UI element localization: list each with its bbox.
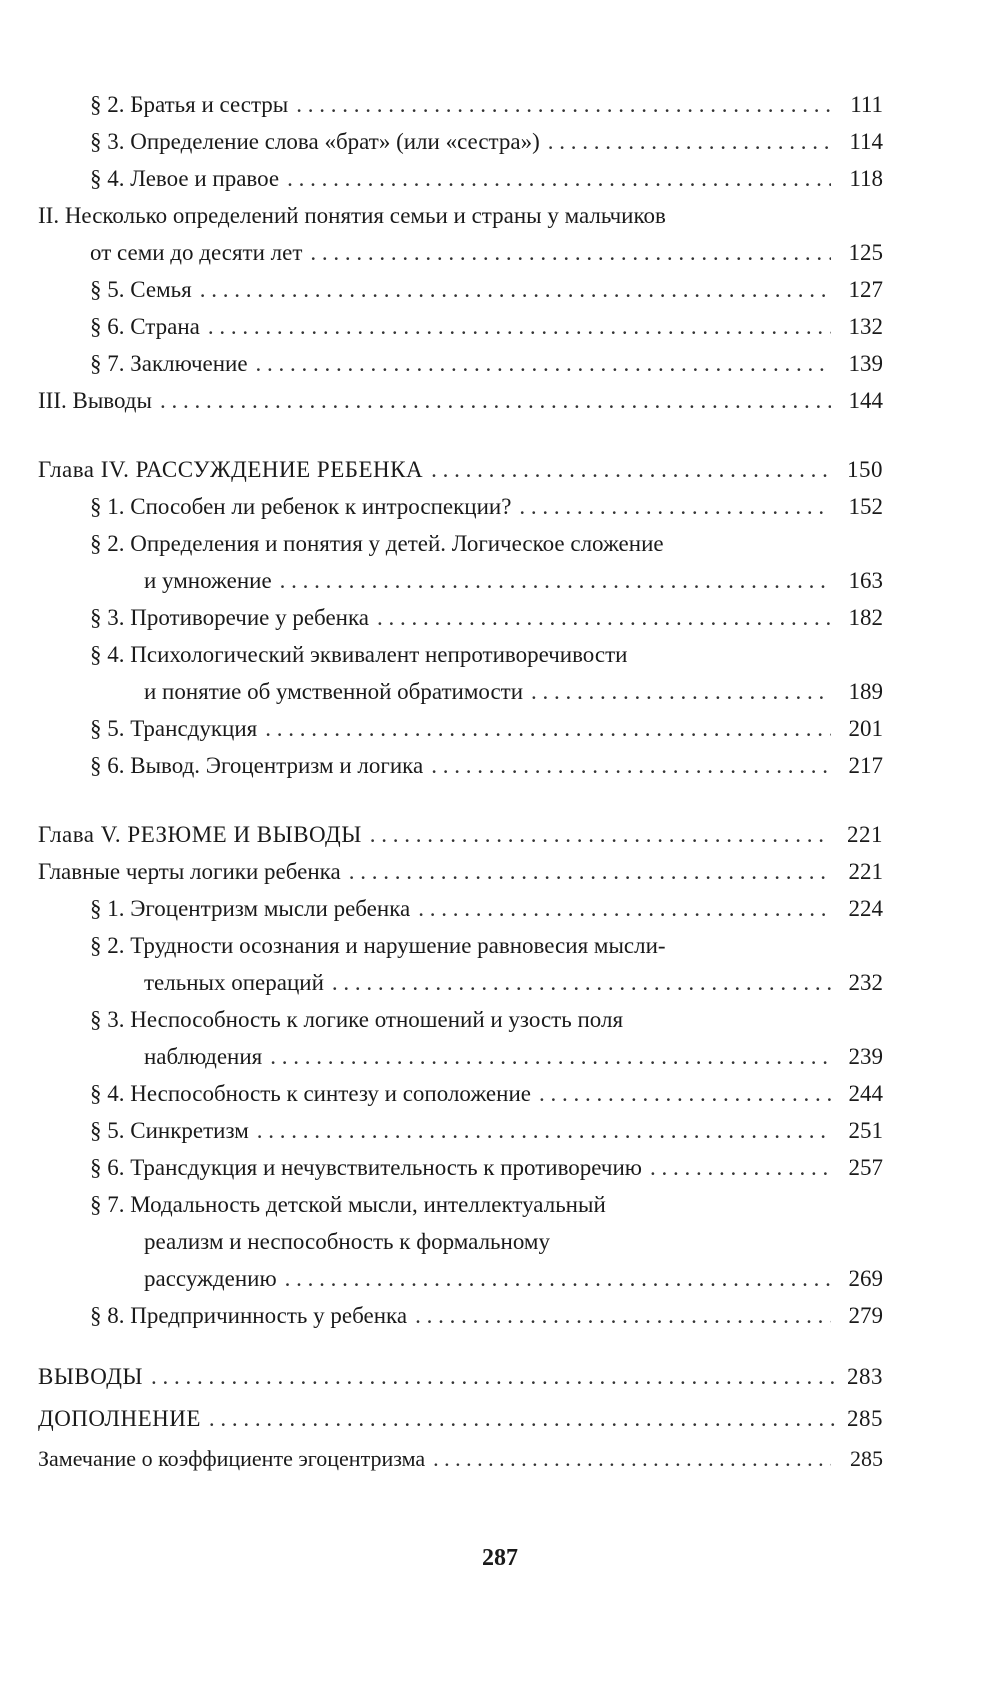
toc-entry-page: 144 [848, 388, 883, 413]
dot-leader [208, 308, 831, 345]
toc-entry-title: рассуждению [144, 1266, 277, 1291]
toc-entry-page: 111 [850, 92, 883, 117]
toc-entry[interactable] [38, 86, 883, 123]
toc-entry-title: § 4. Левое и правое [90, 166, 280, 191]
dot-leader [431, 747, 831, 784]
toc-entry-page: 239 [848, 1044, 883, 1069]
dot-leader [539, 1075, 831, 1112]
dot-leader [200, 271, 831, 308]
toc-entry-line[interactable]: II. Несколько определений понятия семьи и страны у мальчиков [38, 203, 666, 228]
toc-entry-title: от семи до десяти лет [90, 240, 303, 265]
dot-leader [418, 890, 831, 927]
toc-entry-page: 201 [848, 716, 883, 741]
toc-entry-page: 224 [848, 896, 883, 921]
toc-entry-page: 182 [848, 605, 883, 630]
toc-entry-page: 257 [848, 1155, 883, 1180]
toc-entry-page: 244 [848, 1081, 883, 1106]
toc-entry[interactable] [38, 345, 883, 382]
toc-entry-title: Главные черты логики ребенка [38, 859, 341, 884]
toc-entry-page: 114 [849, 129, 883, 154]
dot-leader [548, 123, 831, 160]
toc-entry[interactable] [38, 673, 883, 710]
toc-chapter[interactable] [38, 451, 883, 488]
toc-entry-title: § 6. Трансдукция и нечувствительность к противоречию [90, 1155, 642, 1180]
spacer [38, 1334, 883, 1356]
toc-chapter[interactable] [38, 1356, 883, 1398]
toc-entry-page: 285 [850, 1446, 883, 1471]
toc-entry-line[interactable]: реализм и неспособность к формальному [144, 1229, 550, 1254]
dot-leader [209, 1398, 837, 1440]
dot-leader [296, 86, 831, 123]
toc-chapter[interactable] [38, 816, 883, 853]
toc-entry[interactable] [38, 562, 883, 599]
toc-entry-title: § 3. Определение слова «брат» (или «сестра») [90, 129, 540, 154]
toc-entry-title: § 5. Синкретизм [90, 1118, 249, 1143]
toc-entry-title: § 7. Заключение [90, 351, 248, 376]
dot-leader [415, 1297, 831, 1334]
toc-entry[interactable] [38, 382, 883, 419]
toc-chapter-title: Глава IV. РАССУЖДЕНИЕ РЕБЕНКА [38, 457, 424, 482]
toc-entry-title: и умножение [144, 568, 272, 593]
toc-entry-line[interactable]: § 7. Модальность детской мысли, интеллектуальный [90, 1192, 606, 1217]
toc-entry-line[interactable]: § 2. Трудности осознания и нарушение равновесия мысли- [90, 933, 666, 958]
toc-entry[interactable] [38, 853, 883, 890]
toc-entry-page: 232 [848, 970, 883, 995]
toc-entry-page: 189 [848, 679, 883, 704]
toc-entry-title: § 6. Страна [90, 314, 200, 339]
dot-leader [257, 1112, 831, 1149]
toc-entry-title: Замечание о коэффициенте эгоцентризма [38, 1446, 426, 1471]
toc-chapter-page: 285 [847, 1406, 883, 1431]
toc-entry-title: наблюдения [144, 1044, 263, 1069]
toc-chapter-title: ДОПОЛНЕНИЕ [38, 1406, 201, 1431]
toc-entry[interactable] [38, 1149, 883, 1186]
toc-entry-title: и понятие об умственной обратимости [144, 679, 524, 704]
dot-leader [433, 1440, 831, 1477]
toc-entry-title: III. Выводы [38, 388, 152, 413]
toc-entry[interactable] [38, 747, 883, 784]
toc-entry-title: § 4. Неспособность к синтезу и соположение [90, 1081, 531, 1106]
toc-entry-title: § 6. Вывод. Эгоцентризм и логика [90, 753, 424, 778]
toc-entry[interactable] [38, 271, 883, 308]
toc-entry-page: 139 [848, 351, 883, 376]
toc-entry-title: § 3. Противоречие у ребенка [90, 605, 369, 630]
toc-entry-page: 269 [848, 1266, 883, 1291]
dot-leader [256, 345, 831, 382]
toc-entry-title: § 5. Семья [90, 277, 192, 302]
toc-chapter-page: 283 [847, 1364, 883, 1389]
dot-leader [332, 964, 831, 1001]
dot-leader [519, 488, 831, 525]
toc-chapter[interactable] [38, 1398, 883, 1440]
toc-chapter-page: 150 [847, 457, 883, 482]
toc-chapter-title: ВЫВОДЫ [38, 1364, 143, 1389]
toc-entry-title: § 8. Предпричинность у ребенка [90, 1303, 408, 1328]
toc-entry-title: тельных операций [144, 970, 324, 995]
toc-entry[interactable] [38, 1038, 883, 1075]
dot-leader [377, 599, 831, 636]
toc-entry-page: 279 [848, 1303, 883, 1328]
dot-leader [310, 234, 831, 271]
toc-entry[interactable] [38, 964, 883, 1001]
toc-entry[interactable] [38, 1075, 883, 1112]
dot-leader [650, 1149, 831, 1186]
spacer [38, 784, 883, 816]
toc-entry[interactable] [38, 890, 883, 927]
table-of-contents [38, 86, 883, 1477]
toc-entry[interactable] [38, 308, 883, 345]
toc-entry-page: 221 [848, 859, 883, 884]
spacer [38, 419, 883, 451]
toc-entry[interactable] [38, 1260, 883, 1297]
toc-entry[interactable] [38, 160, 883, 197]
toc-entry-line[interactable]: § 3. Неспособность к логике отношений и узость поля [90, 1007, 624, 1032]
toc-entry-page: 152 [848, 494, 883, 519]
toc-entry[interactable] [38, 599, 883, 636]
dot-leader [349, 853, 831, 890]
toc-entry-page: 125 [848, 240, 883, 265]
dot-leader [160, 382, 831, 419]
dot-leader [270, 1038, 831, 1075]
toc-chapter-title: Глава V. РЕЗЮМЕ И ВЫВОДЫ [38, 822, 362, 847]
toc-entry-page: 163 [848, 568, 883, 593]
toc-entry-page: 118 [849, 166, 883, 191]
toc-entry-title: § 5. Трансдукция [90, 716, 258, 741]
page-number: 287 [482, 1545, 518, 1571]
toc-entry-page: 127 [848, 277, 883, 302]
dot-leader [151, 1356, 837, 1398]
dot-leader [287, 160, 831, 197]
toc-entry[interactable] [38, 123, 883, 160]
toc-entry[interactable] [38, 1112, 883, 1149]
dot-leader [285, 1260, 831, 1297]
toc-entry[interactable] [38, 1440, 883, 1477]
toc-entry-line[interactable]: § 4. Психологический эквивалент непротиворечивости [90, 642, 628, 667]
toc-entry-page: 251 [848, 1118, 883, 1143]
toc-entry[interactable] [38, 1297, 883, 1334]
dot-leader [280, 562, 831, 599]
toc-entry[interactable] [38, 710, 883, 747]
toc-entry-title: § 1. Эгоцентризм мысли ребенка [90, 896, 411, 921]
toc-entry-page: 132 [848, 314, 883, 339]
dot-leader [265, 710, 831, 747]
dot-leader [431, 451, 831, 488]
toc-entry-title: § 2. Братья и сестры [90, 92, 289, 117]
toc-entry[interactable] [38, 488, 883, 525]
toc-entry[interactable] [38, 234, 883, 271]
toc-entry-line[interactable]: § 2. Определения и понятия у детей. Логическое сложение [90, 531, 664, 556]
dot-leader [531, 673, 831, 710]
dot-leader [370, 816, 831, 853]
toc-entry-title: § 1. Способен ли ребенок к интроспекции? [90, 494, 512, 519]
toc-chapter-page: 221 [847, 822, 883, 847]
toc-entry-page: 217 [848, 753, 883, 778]
